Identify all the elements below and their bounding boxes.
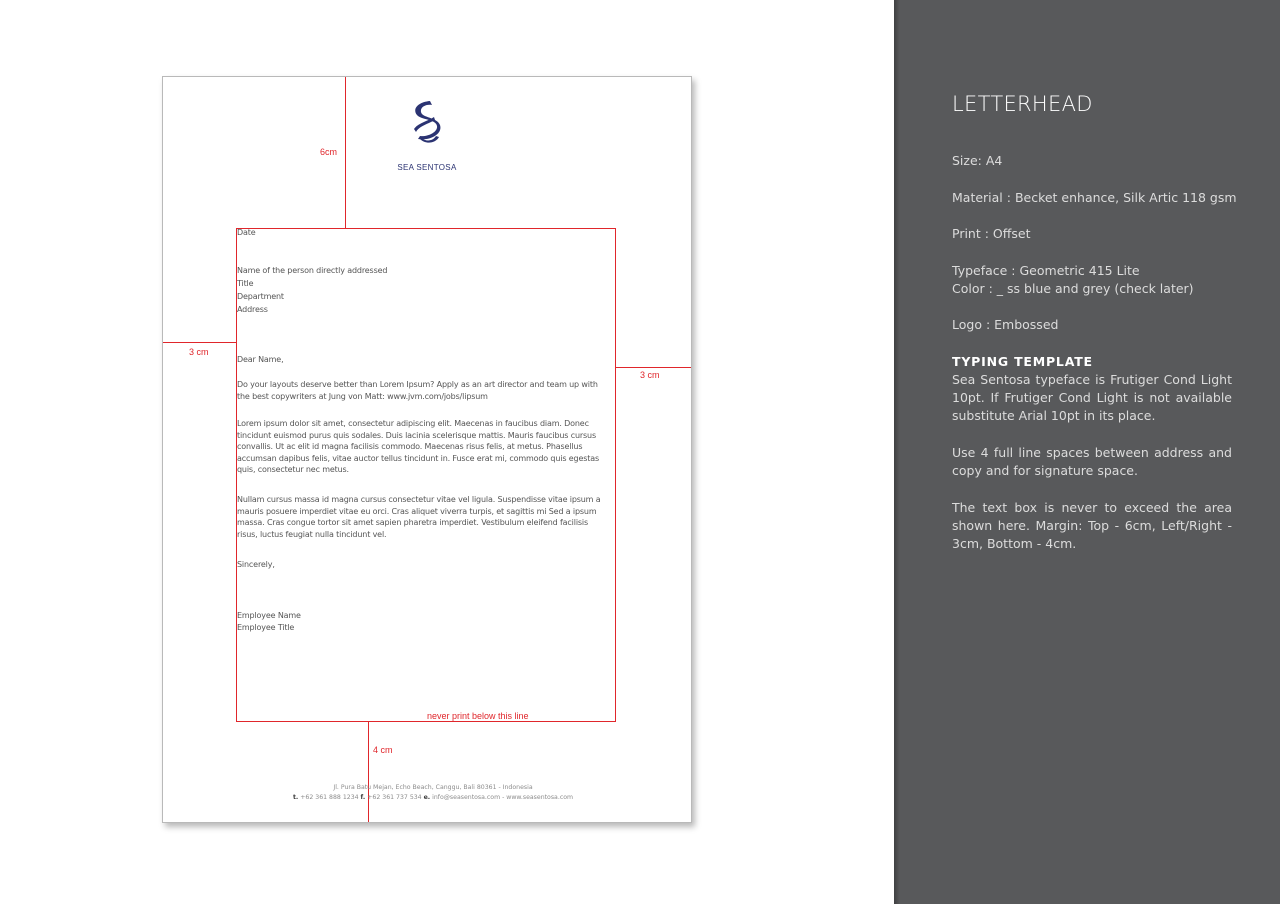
phone-number: +62 361 888 1234 — [300, 794, 359, 801]
bottom-margin-guide — [368, 721, 369, 822]
recipient-address: Address — [237, 305, 268, 314]
spec-size: Size: A4 — [952, 153, 1003, 168]
brand-name: SEA SENTOSA — [397, 163, 457, 172]
fax-label: f. — [360, 794, 366, 801]
spec-print: Print : Offset — [952, 226, 1031, 241]
phone-label: t. — [292, 794, 299, 801]
recipient-name: Name of the person directly addressed — [237, 266, 388, 275]
typing-template-text: Sea Sentosa typeface is Frutiger Cond Light 10pt. If Frutiger Cond Light is not available substitute Arial 10pt in its place. — [952, 372, 1232, 423]
spec-typeface: Typeface : Geometric 415 Lite — [952, 263, 1140, 278]
email-website: info@seasentosa.com - www.seasentosa.com — [432, 794, 574, 801]
left-margin-guide — [163, 342, 236, 343]
bottom-warning: never print below this line — [427, 711, 529, 721]
text-box-rule: The text box is never to exceed the area shown here. Margin: Top - 6cm, Left/Right - 3cm, Bottom - 4cm. — [952, 500, 1232, 551]
letter-paragraph-3: Nullam cursus massa id magna cursus consectetur vitae vel ligula. Suspendisse vitae ipsum a mauris posuere imperdiet vitae eu orci. Cras aliquet viverra turpis, et sagittis mi Sed a ipsum massa. Cras congue tortor sit amet sapien pharetra imperdiet. Vestibulum eleifend facilisis risus, luctus feugiat nulla tincidunt vel. — [237, 495, 601, 539]
footer-address: Jl. Pura Batu Mejan, Echo Beach, Canggu, Bali 80361 - Indonesia — [333, 784, 533, 791]
line-spaces-text: Use 4 full line spaces between address and copy and for signature space. — [952, 445, 1232, 478]
bottom-margin-label: 4 cm — [373, 745, 393, 755]
left-margin-label: 3 cm — [189, 347, 209, 357]
recipient-title: Title — [237, 279, 254, 288]
right-margin-label: 3 cm — [640, 370, 660, 380]
fax-number: +62 361 737 534 — [367, 794, 422, 801]
footer-contact — [223, 794, 643, 801]
employee-name: Employee Name — [237, 611, 301, 620]
letter-date: Date — [237, 228, 256, 237]
letter-paragraph-2: Lorem ipsum dolor sit amet, consectetur adipiscing elit. Maecenas in faucibus diam. Donec tincidunt euismod purus quis sodales. Duis lacinia scelerisque mattis. Mauris faucibus cursus convallis. Ut ac elit id magna facilisis commodo. Maecenas risus felis, at metus. Phasellus accumsan dapibus felis, vitae auctor tellus tincidunt in. Fusce erat mi, commodo quis egestas quis, consectetur nec metus. — [237, 419, 600, 474]
typing-template-heading: TYPING TEMPLATE — [952, 354, 1093, 369]
sea-sentosa-logo-icon — [406, 99, 446, 147]
spec-panel — [894, 0, 1280, 904]
email-label: e. — [423, 794, 431, 801]
letterhead-sheet — [162, 76, 692, 823]
spec-material: Material : Becket enhance, Silk Artic 118 gsm — [952, 190, 1237, 205]
letter-paragraph-1: Do your layouts deserve better than Lorem Ipsum? Apply as an art director and team up with the best copywriters at Jung von Matt: www.jvm.com/jobs/lipsum — [237, 380, 598, 401]
employee-title: Employee Title — [237, 623, 295, 632]
closing: Sincerely, — [237, 560, 275, 569]
spec-color: Color : _ ss blue and grey (check later) — [952, 281, 1194, 296]
recipient-department: Department — [237, 292, 284, 301]
top-margin-guide — [345, 77, 346, 228]
salutation: Dear Name, — [237, 355, 284, 364]
top-margin-label: 6cm — [320, 147, 338, 157]
panel-title: LETTERHEAD — [952, 92, 1093, 116]
spec-logo: Logo : Embossed — [952, 317, 1059, 332]
right-margin-guide — [615, 367, 691, 368]
